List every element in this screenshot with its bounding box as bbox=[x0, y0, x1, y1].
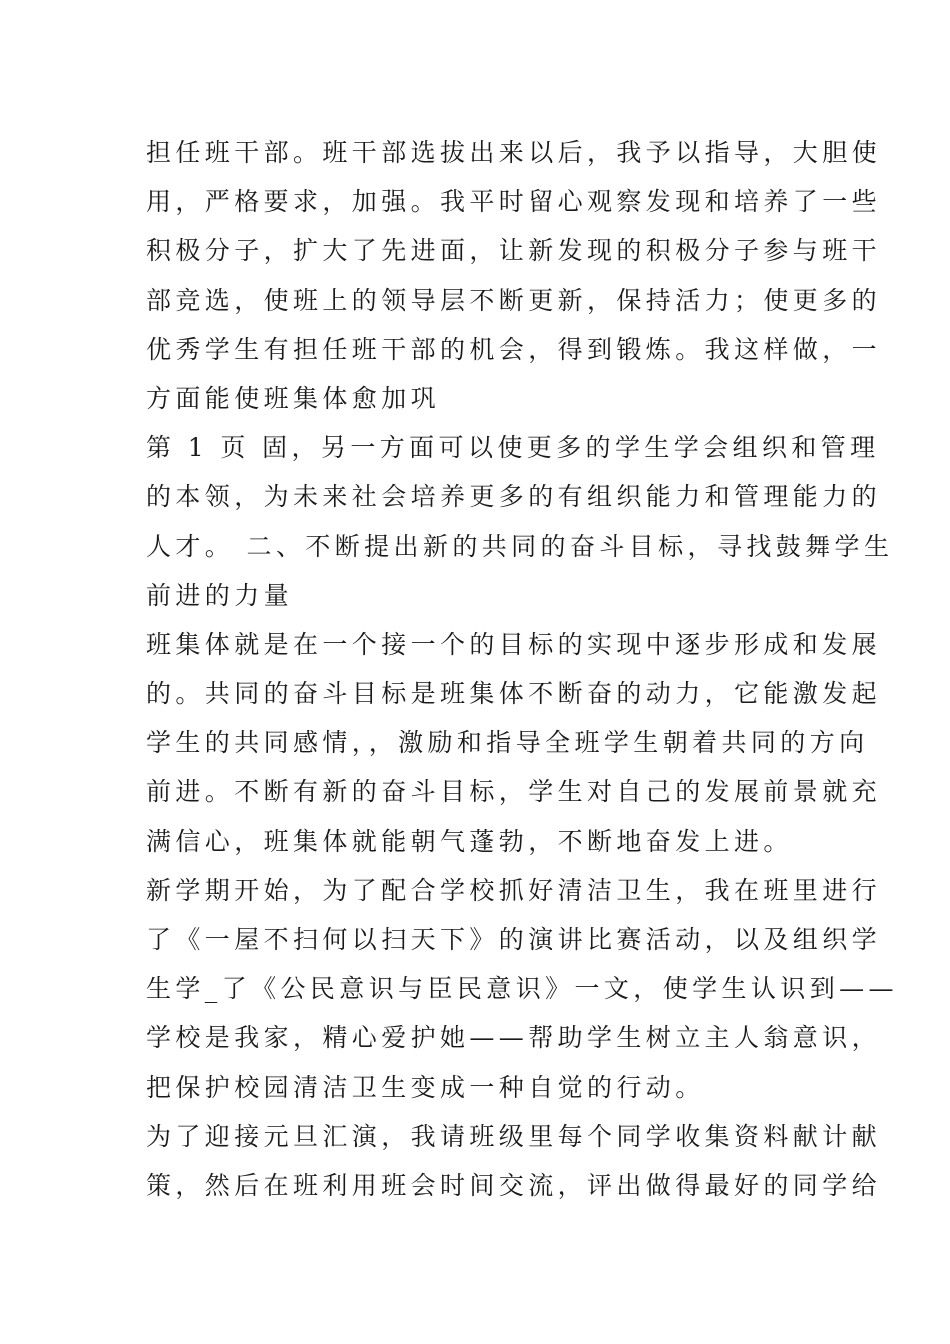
text-line: 满信心，班集体就能朝气蓬勃，不断地奋发上进。 bbox=[146, 826, 793, 856]
section-heading-line: 人才。 二、不断提出新的共同的奋斗目标，寻找鼓舞学生 bbox=[146, 531, 894, 561]
text-line: 了《一屋不扫何以扫天下》的演讲比赛活动，以及组织学 bbox=[146, 925, 882, 954]
text-line: 为了迎接元旦汇演，我请班级里每个同学收集资料献计献 bbox=[146, 1121, 882, 1151]
text-line: 部竞选，使班上的领导层不断更新，保持活力；使更多的 bbox=[146, 285, 882, 315]
text-line: 方面能使班集体愈加巩 bbox=[146, 383, 441, 413]
text-line: 新学期开始，为了配合学校抓好清洁卫生，我在班里进行 bbox=[146, 875, 882, 905]
section-heading-line: 前进的力量 bbox=[146, 580, 294, 610]
text-line: 前进。不断有新的奋斗目标，学生对自己的发展前景就充 bbox=[146, 777, 882, 807]
text-line: 的本领，为未来社会培养更多的有组织能力和管理能力的 bbox=[146, 482, 882, 512]
text-line: 班集体就是在一个接一个的目标的实现中逐步形成和发展 bbox=[146, 629, 882, 659]
text-line: 用，严格要求，加强。我平时留心观察发现和培养了一些 bbox=[146, 187, 882, 217]
text-line: 策，然后在班利用班会时间交流，评出做得最好的同学给 bbox=[146, 1170, 882, 1200]
text-line: 学生的共同感情，，激励和指导全班学生朝着共同的方向 bbox=[146, 728, 869, 758]
text-line: 把保护校园清洁卫生变成一种自觉的行动。 bbox=[146, 1072, 705, 1102]
text-line: 的。共同的奋斗目标是班集体不断奋的动力，它能激发起 bbox=[146, 679, 882, 709]
text-line: 担任班干部。班干部选拔出来以后，我予以指导，大胆使 bbox=[146, 138, 882, 167]
document-body bbox=[146, 128, 898, 1210]
text-line-page-marker: 第 1 页 固，另一方面可以使更多的学生学会组织和管理 bbox=[146, 433, 880, 463]
text-line: 学校是我家，精心爱护她——帮助学生树立主人翁意识， bbox=[146, 1023, 882, 1053]
text-line: 优秀学生有担任班干部的机会，得到锻炼。我这样做，一 bbox=[146, 334, 882, 364]
text-line: 积极分子，扩大了先进面，让新发现的积极分子参与班干 bbox=[146, 236, 882, 266]
text-line: 生学_了《公民意识与臣民意识》一文，使学生认识到—— bbox=[146, 974, 898, 1004]
